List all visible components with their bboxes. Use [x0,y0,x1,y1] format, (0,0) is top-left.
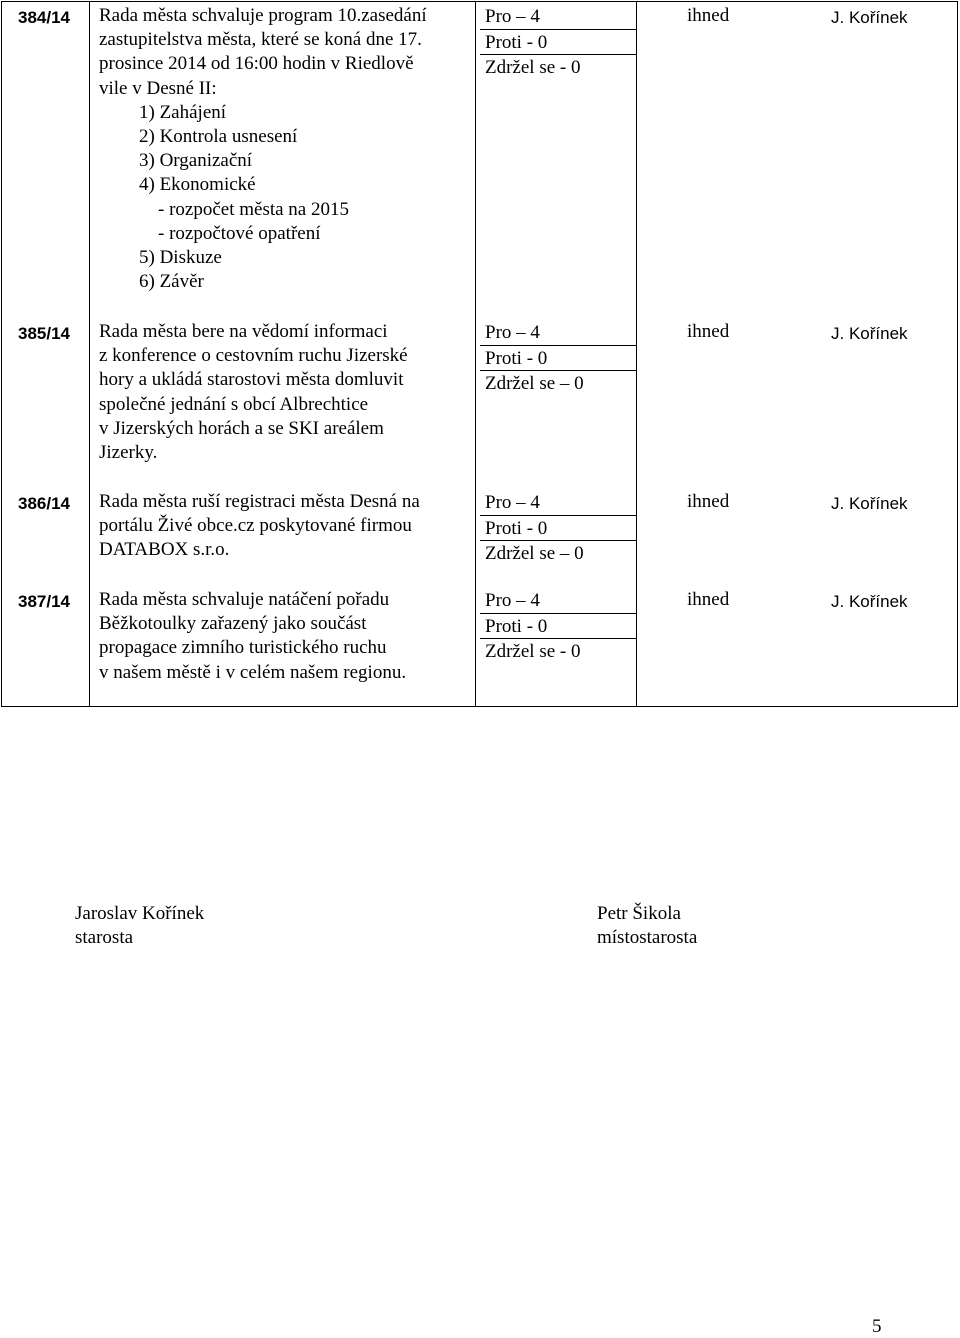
resolution-number: 387/14 [18,592,70,611]
resolution-text: Rada města ruší registraci města Desná na portálu Živé obce.cz poskytované firmou DATABOX s.r.o. [99,491,420,561]
vote-separator [480,370,636,371]
resolutions-table [1,1,958,707]
vote-result: Pro – 4 Proti - 0 Zdržel se – 0 [485,492,584,564]
vote-result: Pro – 4 Proti - 0 Zdržel se - 0 [485,590,581,662]
vote-result: Pro – 4 Proti - 0 Zdržel se – 0 [485,322,584,394]
vote-result: Pro – 4 Proti - 0 Zdržel se - 0 [485,6,581,78]
vote-separator [480,613,636,614]
signature-name: Jaroslav Kořínek [75,903,205,924]
signature-role: starosta [75,927,134,948]
deadline: ihned [687,5,730,26]
signature-block-deputy-mayor [597,902,697,950]
resolution-number: 384/14 [18,8,70,27]
vote-separator [480,638,636,639]
vote-separator [480,345,636,346]
signature-block-mayor [75,902,204,950]
resolution-number: 385/14 [18,324,70,343]
responsible-person: J. Kořínek [831,324,908,343]
deadline: ihned [687,589,730,610]
responsible-person: J. Kořínek [831,592,908,611]
deadline: ihned [687,491,730,512]
responsible-person: J. Kořínek [831,494,908,513]
resolution-text: Rada města bere na vědomí informaci z konference o cestovním ruchu Jizerské hory a ukládá starostovi města domluvit společné jednání s obcí Albrechtice v Jizerských horách a se SKI areálem Jizerky. [99,321,408,464]
resolution-text: Rada města schvaluje natáčení pořadu Běžkotoulky zařazený jako součást propagace zimního turistického ruchu v našem městě i v celém našem regionu. [99,589,407,683]
vote-separator [480,540,636,541]
vote-separator [480,515,636,516]
signature-name: Petr Šikola [597,903,681,924]
column-divider [89,2,90,706]
page-number: 5 [872,1316,882,1337]
vote-separator [480,54,636,55]
signature-role: místostarosta [597,927,698,948]
deadline: ihned [687,321,730,342]
resolution-text: Rada města schvaluje program 10.zasedání zastupitelstva města, které se koná dne 17. prosince 2014 od 16:00 hodin v Riedlově vile v Desné II: 1) Zahájení 2) Kontrola usnesení 3) Organizační 4) Ekonomické - rozpočet města na 2015 - rozpočtové opatření 5) Diskuze 6) Závěr [99,5,427,293]
column-divider [636,2,637,706]
column-divider [475,2,476,706]
vote-separator [480,29,636,30]
responsible-person: J. Kořínek [831,8,908,27]
resolution-number: 386/14 [18,494,70,513]
